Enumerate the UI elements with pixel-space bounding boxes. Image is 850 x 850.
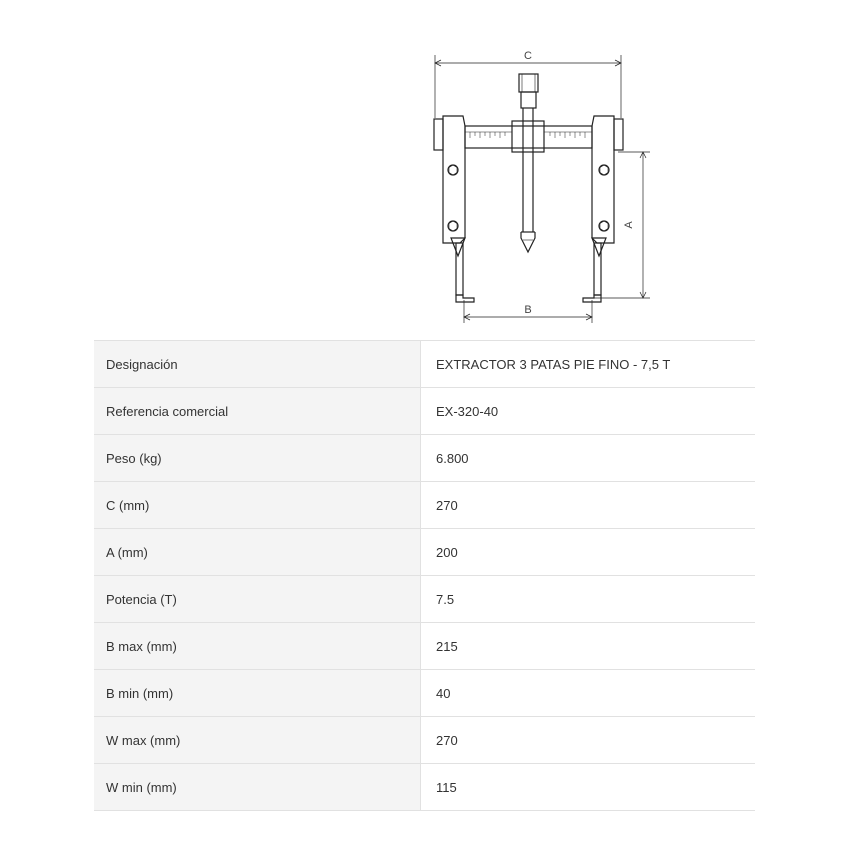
spec-value: 270 <box>421 482 756 529</box>
spec-label: Referencia comercial <box>94 388 421 435</box>
spec-value: 115 <box>421 764 756 811</box>
spec-label: Potencia (T) <box>94 576 421 623</box>
screw-shaft <box>521 108 535 252</box>
spec-value: 270 <box>421 717 756 764</box>
dimension-b-label: B <box>524 304 532 316</box>
crossbar <box>465 121 592 152</box>
puller-technical-drawing <box>0 0 850 335</box>
specifications-table <box>94 340 755 811</box>
spec-value: 200 <box>421 529 756 576</box>
specifications-table-body <box>94 341 755 811</box>
spec-value: 7.5 <box>421 576 756 623</box>
dimension-c-label: C <box>524 50 532 62</box>
spec-value: 215 <box>421 623 756 670</box>
spec-label: B min (mm) <box>94 670 421 717</box>
spec-label: W min (mm) <box>94 764 421 811</box>
spec-label: C (mm) <box>94 482 421 529</box>
spec-label: Peso (kg) <box>94 435 421 482</box>
spec-label: W max (mm) <box>94 717 421 764</box>
table-row <box>94 670 755 717</box>
puller-drawing-svg <box>0 0 850 335</box>
spec-value: EXTRACTOR 3 PATAS PIE FINO - 7,5 T <box>421 341 756 388</box>
table-row <box>94 576 755 623</box>
table-row <box>94 341 755 388</box>
table-row <box>94 717 755 764</box>
table-row <box>94 435 755 482</box>
spec-label: B max (mm) <box>94 623 421 670</box>
table-row <box>94 388 755 435</box>
spec-label: A (mm) <box>94 529 421 576</box>
spec-value: 6.800 <box>421 435 756 482</box>
spec-value: EX-320-40 <box>421 388 756 435</box>
table-row <box>94 623 755 670</box>
left-arm <box>434 116 474 302</box>
right-arm <box>583 116 623 302</box>
spec-label: Designación <box>94 341 421 388</box>
spec-value: 40 <box>421 670 756 717</box>
table-row <box>94 764 755 811</box>
table-row <box>94 529 755 576</box>
dimension-a-label: A <box>623 221 635 229</box>
table-row <box>94 482 755 529</box>
screw-hex-head <box>519 74 538 108</box>
